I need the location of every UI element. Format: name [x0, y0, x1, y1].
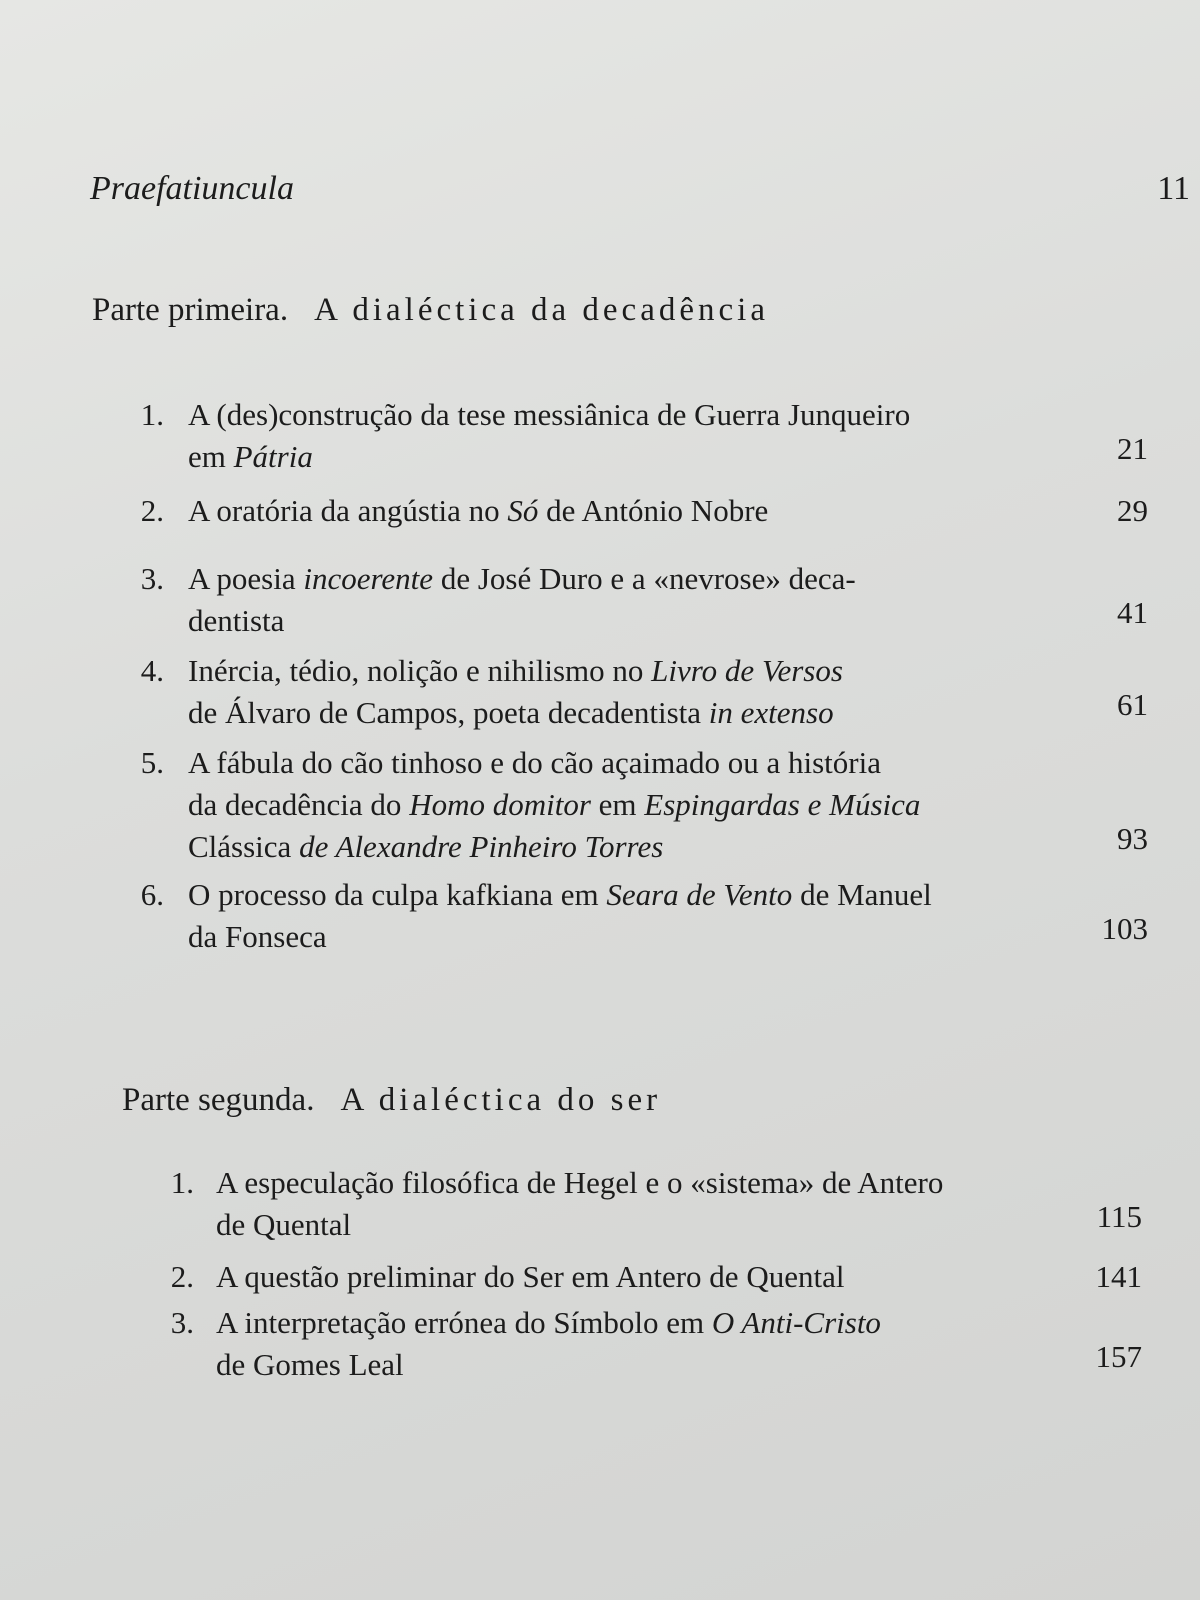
text-segment: dentista	[188, 603, 285, 638]
entry-number: 2.	[170, 1259, 194, 1294]
entry-title-line	[188, 692, 843, 734]
toc-entry	[150, 1256, 1142, 1298]
entry-title	[188, 874, 932, 958]
italic-work-title: Pátria	[233, 439, 313, 474]
entry-number: 5.	[140, 745, 164, 780]
entry-number: 2.	[140, 493, 164, 528]
toc-entry	[120, 490, 1148, 532]
page-number: 157	[1095, 1339, 1142, 1374]
entry-title	[216, 1162, 943, 1246]
entry-title	[188, 558, 856, 642]
entry-title-line	[216, 1162, 943, 1204]
toc-entry	[150, 1162, 1142, 1246]
page-number: 93	[1117, 821, 1148, 856]
entry-title	[216, 1256, 844, 1298]
toc-entry	[120, 874, 1148, 958]
entry-title	[188, 650, 843, 734]
entry-title-line	[188, 742, 920, 784]
entry-number: 6.	[140, 877, 164, 912]
toc-entry-praefatiuncula	[90, 170, 1190, 208]
toc-entry	[120, 558, 1148, 642]
italic-work-title: Espingardas e Música	[644, 787, 921, 822]
italic-work-title: O Anti-Cristo	[711, 1305, 881, 1340]
page-number: 11	[1157, 170, 1190, 207]
text-segment: Clássica	[188, 829, 292, 864]
page-number: 141	[1095, 1259, 1142, 1294]
text-segment: da decadência do	[188, 787, 410, 822]
entry-title-line	[188, 394, 910, 436]
entry-title-line	[188, 826, 920, 868]
text-segment: A questão preliminar do Ser em Antero de Quental	[216, 1259, 845, 1294]
text-segment: A interpretação errónea do Símbolo em	[216, 1305, 712, 1340]
italic-work-title: Homo domitor	[409, 787, 591, 822]
part-title: A dialéctica do ser	[340, 1082, 662, 1118]
text-segment: de António Nobre	[538, 493, 769, 528]
entry-title-line	[188, 784, 920, 826]
text-segment: Inércia, tédio, nolição e nihilismo no	[188, 653, 652, 688]
entry-title	[216, 1302, 881, 1386]
part-label: Parte primeira.	[92, 292, 289, 328]
text-segment: A fábula do cão tinhoso e do cão açaimado ou a história	[188, 745, 881, 780]
italic-work-title: Seara de Vento	[606, 877, 793, 912]
entry-title-line	[188, 650, 843, 692]
entry-title-line	[216, 1344, 881, 1386]
entry-number: 4.	[140, 653, 164, 688]
praefatiuncula-title: Praefatiuncula	[90, 170, 294, 207]
part-heading-second	[122, 1082, 661, 1119]
text-segment: A especulação filosófica de Hegel e o «sistema» de Antero	[216, 1165, 944, 1200]
italic-work-title: in extenso	[708, 695, 834, 730]
entry-title-line	[216, 1302, 881, 1344]
text-segment: em	[188, 439, 234, 474]
entry-title-line	[188, 600, 856, 642]
text-segment: de Manuel	[792, 877, 932, 912]
toc-entry	[120, 650, 1148, 734]
entry-title-line	[188, 916, 932, 958]
entry-title-line	[188, 490, 768, 532]
page-number: 21	[1117, 431, 1148, 466]
text-segment: O processo da culpa kafkiana em	[188, 877, 607, 912]
entry-number: 3.	[140, 561, 164, 596]
italic-work-title: Só	[507, 493, 539, 528]
entry-number: 1.	[170, 1165, 194, 1200]
text-segment: A (des)construção da tese messiânica de Guerra Junqueiro	[188, 397, 911, 432]
page-number: 29	[1117, 493, 1148, 528]
page-number: 61	[1117, 687, 1148, 722]
text-segment: A oratória da angústia no	[188, 493, 508, 528]
text-segment: A poesia	[188, 561, 304, 596]
entry-title	[188, 490, 768, 532]
text-segment: de José Duro e a «nevrose» deca-	[433, 561, 856, 596]
page-number: 103	[1101, 911, 1148, 946]
page-number: 115	[1096, 1199, 1142, 1234]
part-heading-first	[92, 292, 769, 329]
part-title: A dialéctica da decadência	[314, 292, 769, 328]
entry-title-line	[188, 558, 856, 600]
entry-title-line	[216, 1204, 943, 1246]
toc-entry	[120, 394, 1148, 478]
toc-entry	[150, 1302, 1142, 1386]
text-segment: de Gomes Leal	[216, 1347, 404, 1382]
text-segment: de Álvaro de Campos, poeta decadentista	[188, 695, 709, 730]
entry-title-line	[188, 436, 910, 478]
entry-number: 3.	[170, 1305, 194, 1340]
entry-title-line	[188, 874, 932, 916]
entry-title	[188, 742, 920, 868]
page-number: 41	[1117, 595, 1148, 630]
text-segment: em	[590, 787, 645, 822]
part-label: Parte segunda.	[122, 1082, 315, 1118]
entry-title-line	[216, 1256, 844, 1298]
entry-title	[188, 394, 910, 478]
text-segment: de Quental	[216, 1207, 352, 1242]
italic-work-title: Livro de Versos	[651, 653, 843, 688]
entry-number: 1.	[140, 397, 164, 432]
italic-work-title: incoerente	[303, 561, 434, 596]
text-segment: da Fonseca	[188, 919, 327, 954]
toc-entry	[120, 742, 1148, 868]
italic-work-title: de Alexandre Pinheiro Torres	[291, 829, 664, 864]
